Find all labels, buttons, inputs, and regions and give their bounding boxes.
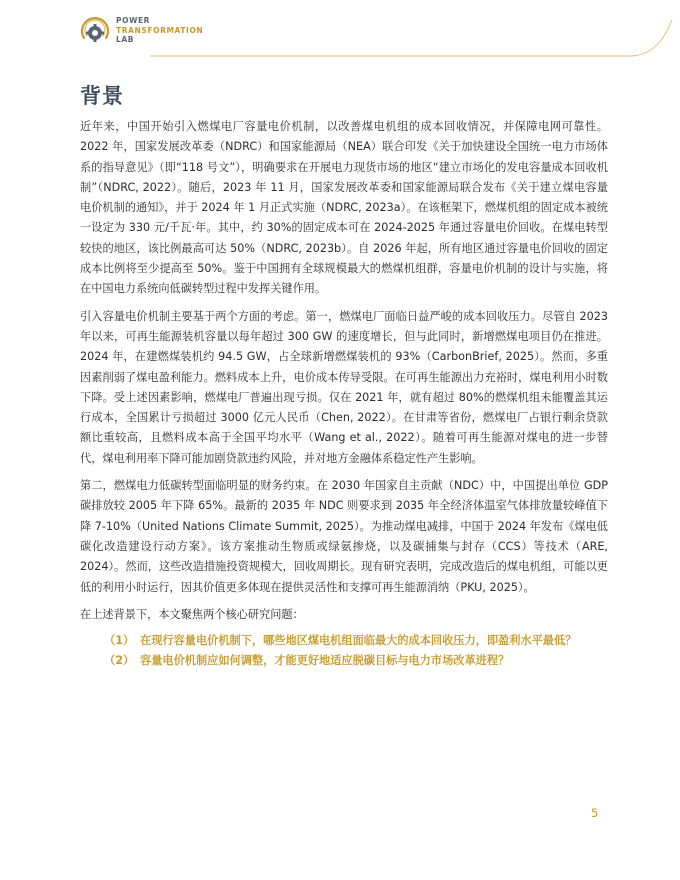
page-title: 背景 <box>80 84 124 108</box>
question-text: 容量电价机制应如何调整，才能更好地适应脱碳目标与电力市场改革进程？ <box>140 654 510 668</box>
globe-gear-icon <box>78 14 112 48</box>
page-number: 5 <box>591 806 599 820</box>
question-number: （1） <box>104 634 135 648</box>
question-number: （2） <box>104 654 135 668</box>
paragraph-2: 引入容量电价机制主要基于两个方面的考虑。第一，燃煤电厂面临日益严峻的成本回收压力。尽管自 2023 年以来，可再生能源装机容量以每年超过 300 GW 的速度增长，但与此同时，新增燃煤电项目仍在推进。2024 年，在建燃煤装机约 94.5 GW，占全球新增燃煤装机的 93%（CarbonBrief, 2025）。然而，多重因素削弱了煤电盈利能力。燃料成本上升，电价成本传导受限。在可再生能源出力充裕时，煤电利用小时数下降。受上述因素影响，燃煤电厂普遍出现亏损。仅在 2021 年，就有超过 80%的燃煤机组未能覆盖其运行成本，全国累计亏损超过 3000 亿元人民币（Chen, 2022）。在甘肃等省份，燃煤电厂占银行剩余贷款额比重较高，且燃料成本高于全国平均水平（Wang et al., 2022）。随着可再生能源对煤电的进一步替代，煤电利用率下降可能加剧贷款违约风险，并对地方金融体系稳定性产生影响。 <box>80 309 608 465</box>
research-question-1 <box>80 631 608 651</box>
intro-text: 在上述背景下，本文聚焦两个核心研究问题： <box>80 607 304 621</box>
paragraph-3: 第二，燃煤电力低碳转型面临明显的财务约束。在 2030 年国家自主贡献（NDC）中，中国提出单位 GDP 碳排放较 2005 年下降 65%。最新的 2035 年 NDC 则要求到 2035 年全经济体温室气体排放量较峰值下降 7-10%（United Nations Climate Summit, 2025）。为推动煤电减排，中国于 2024 年发布《煤电低碳化改造建设行动方案》。该方案推动生物质或绿氨掺烧，以及碳捕集与封存（CCS）等技术（ARE, 2024）。然而，这些改造措施投资规模大，回收周期长。现有研究表明，完成改造后的煤电机组，可能以更低的利用小时运行，因其价值更多体现在提供灵活性和支撑可再生能源消纳（PKU, 2025）。 <box>80 479 608 594</box>
page-header <box>0 0 680 70</box>
research-question-2 <box>80 651 608 671</box>
main-content <box>80 117 608 672</box>
paragraph-1: 近年来，中国开始引入燃煤电厂容量电价机制，以改善煤电机组的成本回收情况，并保障电网可靠性。2022 年，国家发展改革委（NDRC）和国家能源局（NEA）联合印发《关于加快建设全国统一电力市场体系的指导意见》（即“118 号文”），明确要求在开展电力现货市场的地区“建立市场化的发电容量成本回收机制”（NDRC, 2022）。随后，2023 年 11 月，国家发展改革委和国家能源局联合发布《关于建立煤电容量电价机制的通知》，并于 2024 年 1 月正式实施（NDRC, 2023a）。在该框架下，燃煤机组的固定成本被统一设定为 330 元/千瓦·年。其中，约 30%的固定成本可在 2024-2025 年通过容量电价回收。在煤电转型较快的地区，该比例最高可达 50%（NDRC, 2023b）。自 2026 年起，所有地区通过容量电价回收的固定成本比例将至少提高至 50%。鉴于中国拥有全球规模最大的燃煤机组群，容量电价机制的设计与实施，将在中国电力系统向低碳转型过程中发挥关键作用。 <box>80 120 608 296</box>
logo-wordmark: POWER TRANSFORMATION LAB <box>116 16 204 44</box>
question-text: 在现行容量电价机制下，哪些地区煤电机组面临最大的成本回收压力，即盈利水平最低？ <box>140 634 577 648</box>
